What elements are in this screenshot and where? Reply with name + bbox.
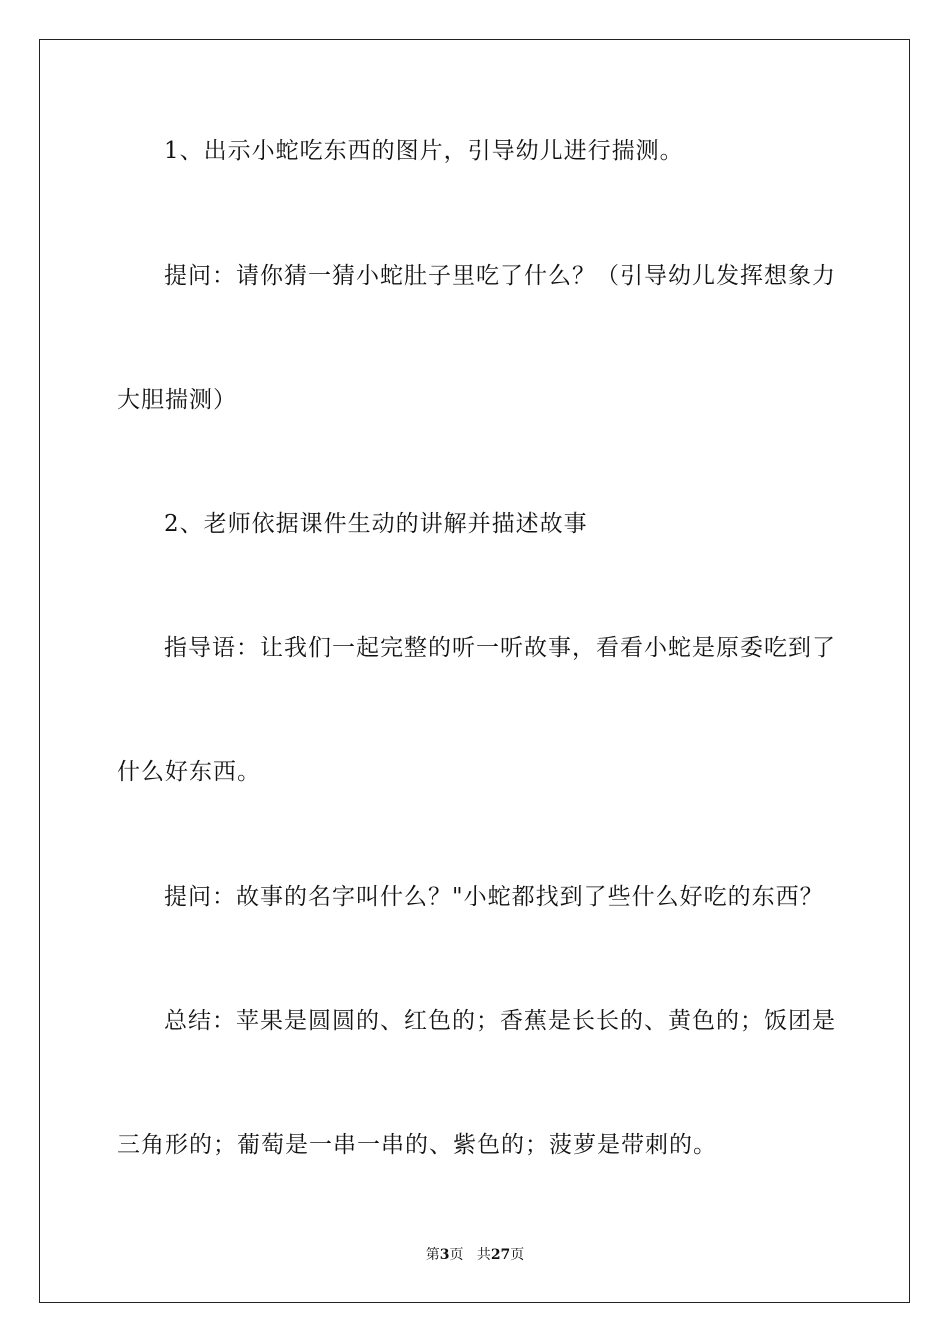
page-footer — [0, 1246, 950, 1264]
total-suffix: 页 — [510, 1247, 525, 1263]
page-border — [39, 39, 910, 1303]
paragraph-4-line-1: 指导语：让我们一起完整的听一听故事，看看小蛇是原委吃到了 — [164, 635, 836, 661]
paragraph-5: 提问：故事的名字叫什么？"小蛇都找到了些什么好吃的东西？ — [164, 884, 824, 910]
page-suffix: 页 — [449, 1247, 464, 1263]
paragraph-3: 2、老师依据课件生动的讲解并描述故事 — [164, 511, 588, 537]
paragraph-1: 1、出示小蛇吃东西的图片，引导幼儿进行揣测。 — [164, 138, 684, 164]
page-number: 3 — [439, 1247, 450, 1263]
paragraph-6-line-1: 总结：苹果是圆圆的、红色的；香蕉是长长的、黄色的；饭团是 — [164, 1008, 836, 1034]
paragraph-4-line-2: 什么好东西。 — [117, 759, 261, 785]
total-pages: 27 — [490, 1247, 511, 1263]
total-prefix: 共 — [476, 1247, 491, 1263]
paragraph-2-line-2: 大胆揣测） — [117, 387, 237, 413]
paragraph-2-line-1: 提问：请你猜一猜小蛇肚子里吃了什么？（引导幼儿发挥想象力 — [164, 263, 836, 289]
paragraph-6-line-2: 三角形的；葡萄是一串一串的、紫色的；菠萝是带刺的。 — [117, 1132, 717, 1158]
page-prefix: 第 — [425, 1247, 440, 1263]
